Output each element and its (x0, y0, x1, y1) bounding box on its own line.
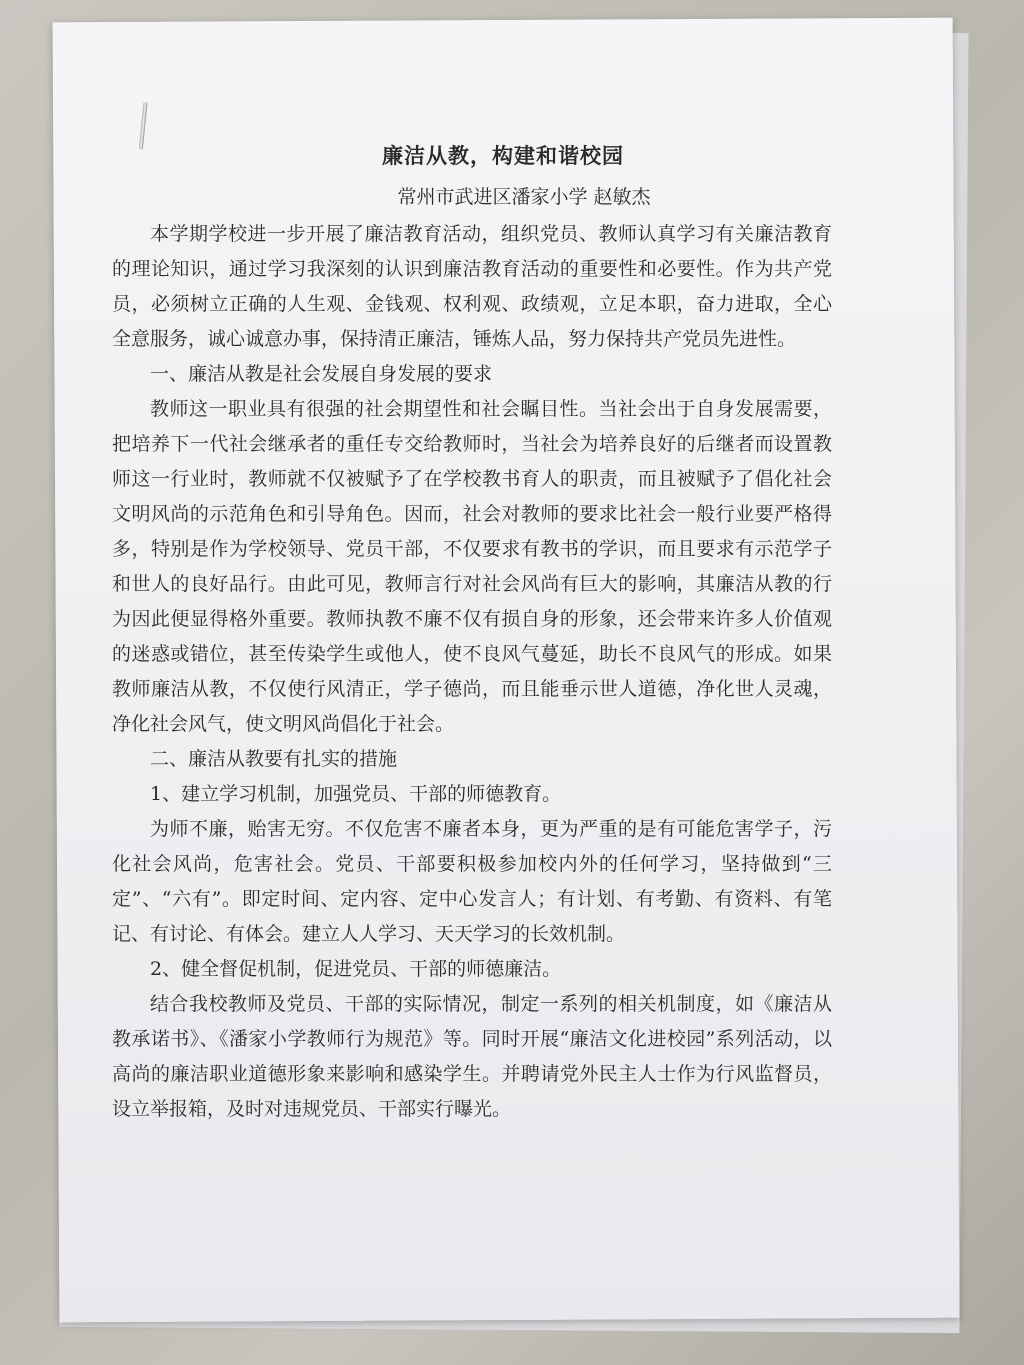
paragraph-subsection-1: 为师不廉，贻害无穷。不仅危害不廉者本身，更为严重的是有可能危害学子，污化社会风尚，危害社会。党员、干部要积极参加校内外的任何学习，坚持做到“三定”、“六有”。即定时间、定内容、定中心发言人；有计划、有考勤、有资料、有笔记、有讨论、有体会。建立人人学习、天天学习的长效机制。 (112, 818, 832, 945)
section-heading-2: 二、廉洁从教要有扎实的措施 (150, 748, 398, 770)
paragraph-intro: 本学期学校进一步开展了廉洁教育活动，组织党员、教师认真学习有关廉洁教育的理论知识，通过学习我深刻的认识到廉洁教育活动的重要性和必要性。作为共产党员，必须树立正确的人生观、金钱观、权利观、政绩观，立足本职，奋力进取，全心全意服务，诚心诚意办事，保持清正廉洁，锤炼人品，努力保持共产党员先进性。 (112, 223, 832, 350)
section-heading-1: 一、廉洁从教是社会发展自身发展的要求 (150, 363, 493, 385)
paragraph-section-1: 教师这一职业具有很强的社会期望性和社会瞩目性。当社会出于自身发展需要，把培养下一代社会继承者的重任专交给教师时，当社会为培养良好的后继者而设置教师这一行业时，教师就不仅被赋予了在学校教书育人的职责，而且被赋予了倡化社会文明风尚的示范角色和引导角色。因而，社会对教师的要求比社会一般行业要严格得多，特别是作为学校领导、党员干部，不仅要求有教书的学识，而且要求有示范学子和世人的良好品行。由此可见，教师言行对社会风尚有巨大的影响，其廉洁从教的行为因此便显得格外重要。教师执教不廉不仅有损自身的形象，还会带来许多人价值观的迷惑或错位，甚至传染学生或他人，使不良风气蔓延，助长不良风气的形成。如果教师廉洁从教，不仅使行风清正，学子德尚，而且能垂示世人道德，净化世人灵魂，净化社会风气，使文明风尚倡化于社会。 (112, 398, 832, 735)
document-content (112, 140, 832, 1127)
subheading-1: 1、建立学习机制，加强党员、干部的师德教育。 (150, 783, 562, 805)
subheading-2: 2、健全督促机制，促进党员、干部的师德廉洁。 (150, 958, 562, 980)
document-title: 廉洁从教，构建和谐校园 (382, 143, 624, 168)
author-line: 常州市武进区潘家小学 赵敏杰 (397, 186, 651, 208)
paragraph-subsection-2: 结合我校教师及党员、干部的实际情况，制定一系列的相关机制度，如《廉洁从教承诺书》、《潘家小学教师行为规范》等。同时开展“廉洁文化进校园”系列活动，以高尚的廉洁职业道德形象来影响和感染学生。并聘请党外民主人士作为行风监督员，设立举报箱，及时对违规党员、干部实行曝光。 (112, 993, 832, 1120)
